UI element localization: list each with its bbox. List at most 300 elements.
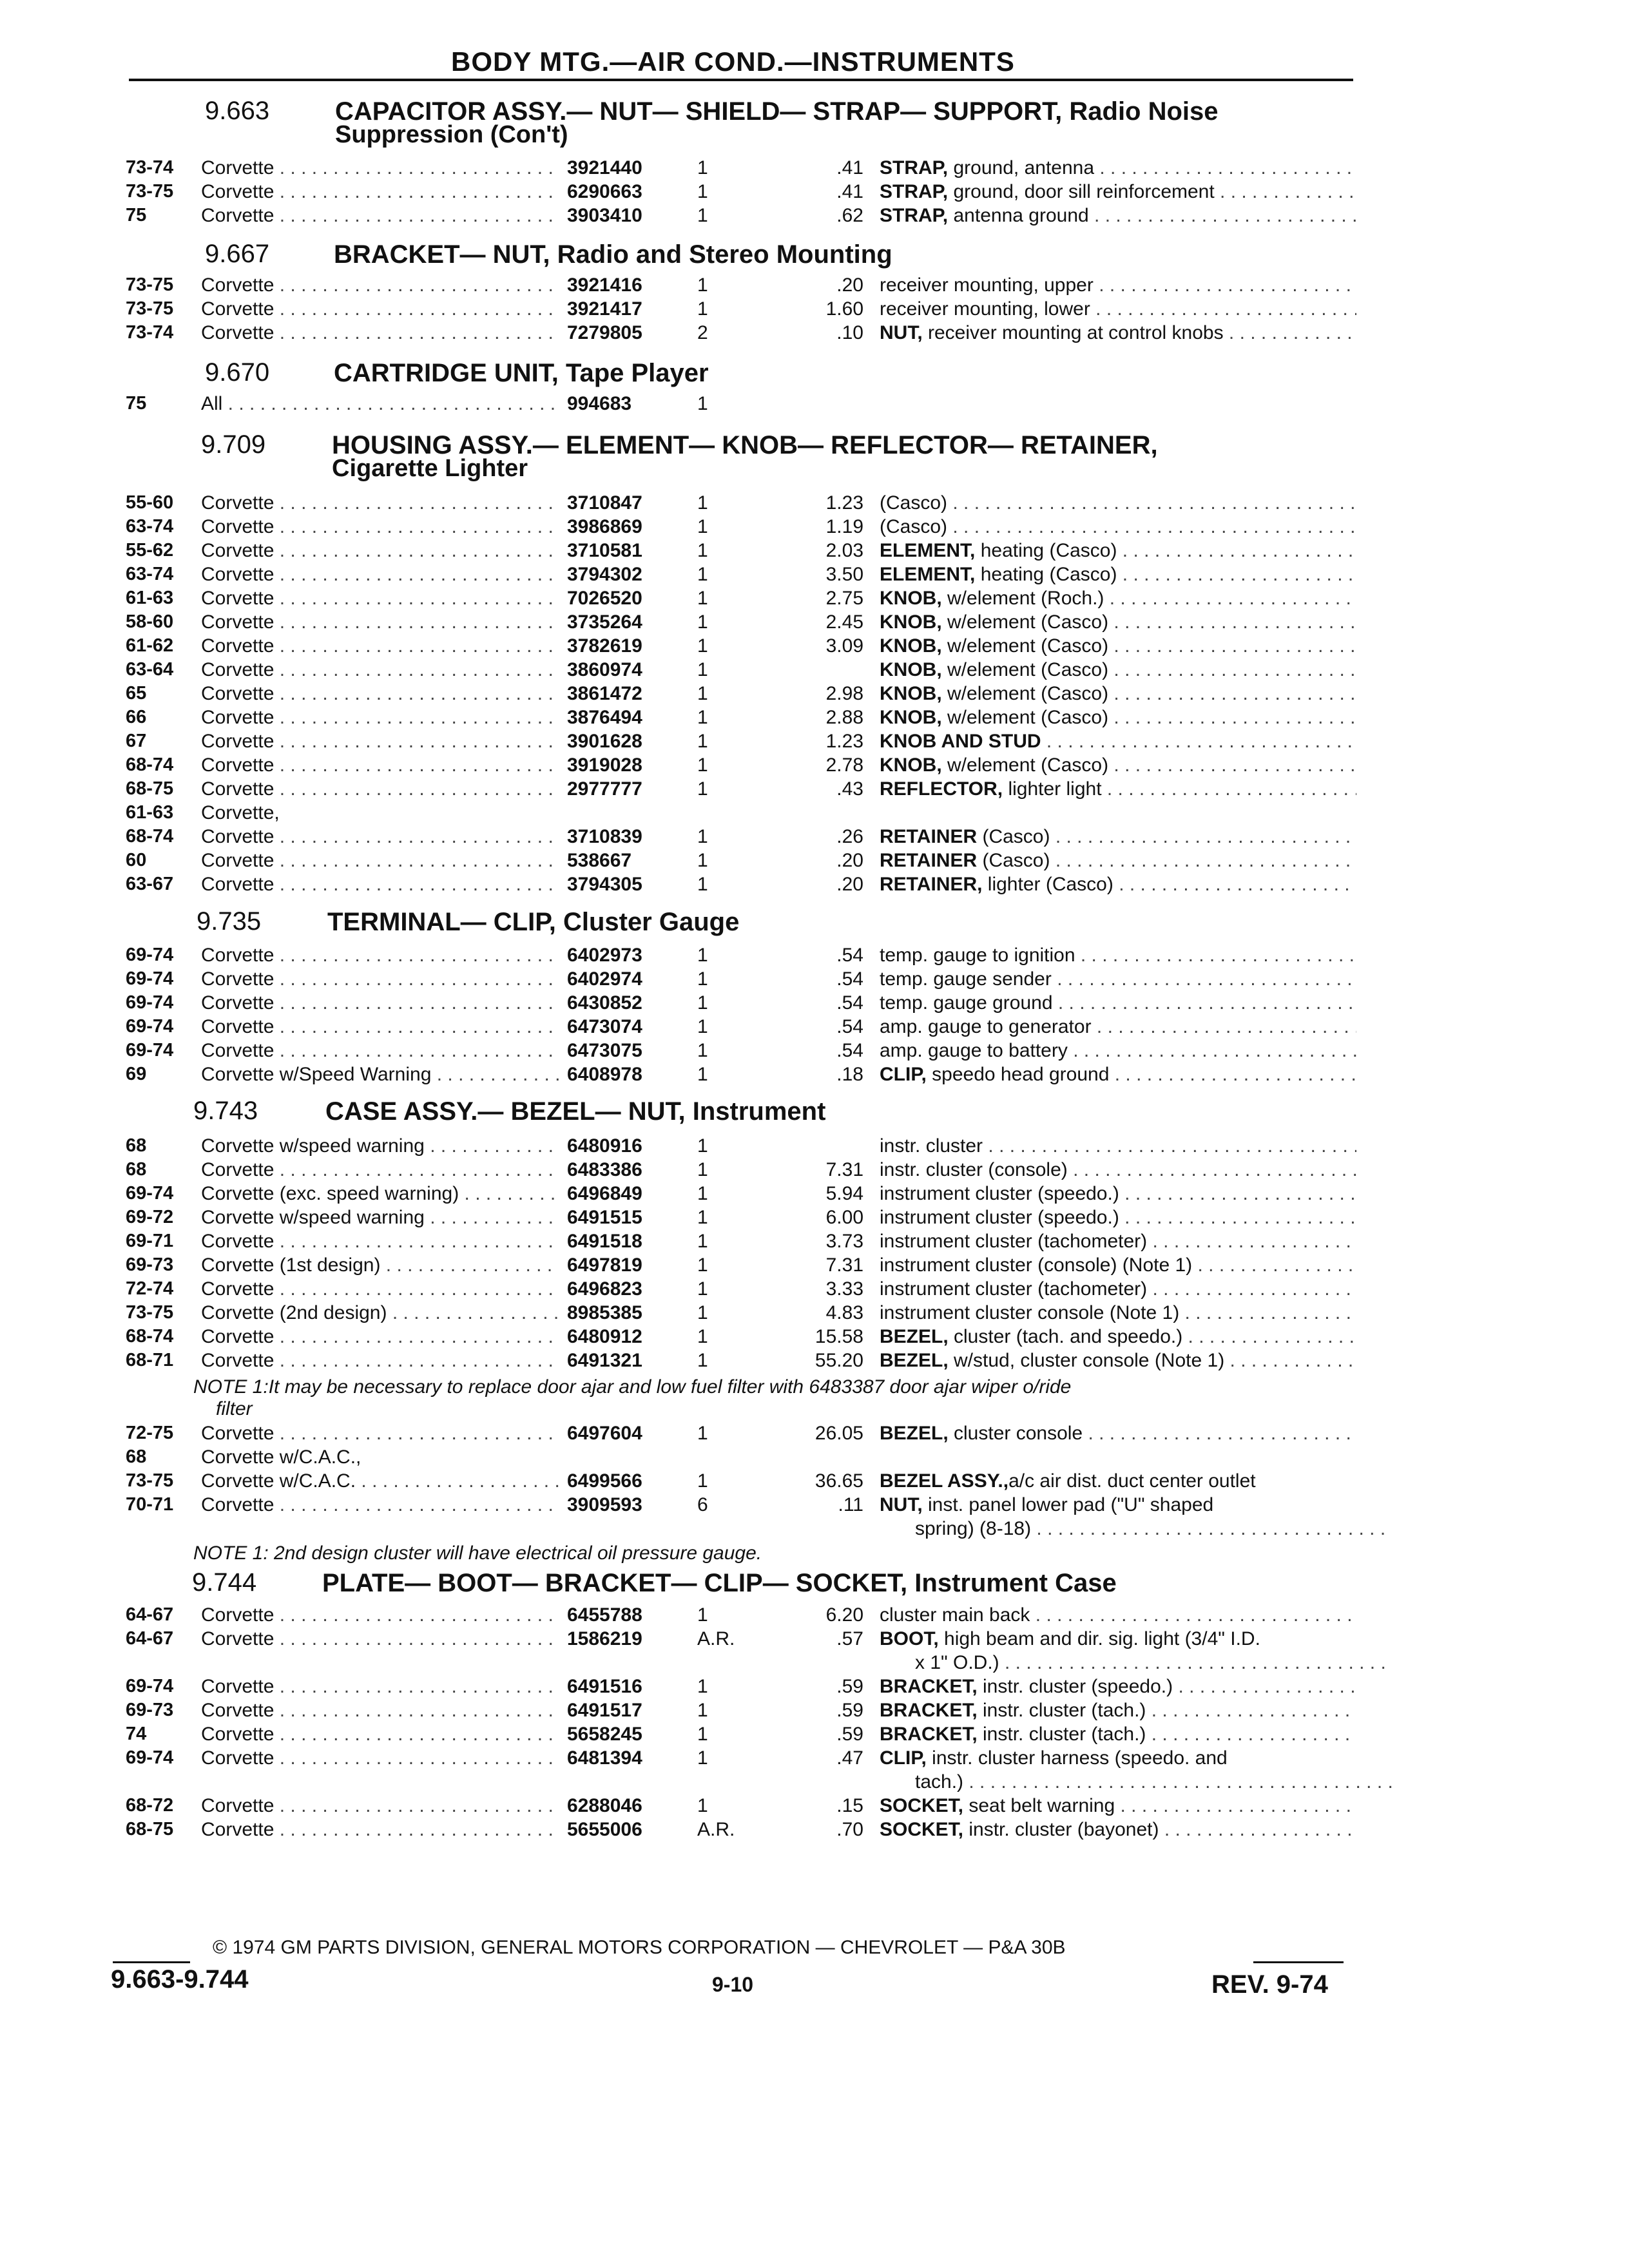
model-years: 70-71 (126, 1494, 174, 1515)
table-row (0, 1253, 1629, 1277)
part-number: 8985385 (567, 1302, 642, 1323)
description-text: heating (Casco) (975, 540, 1117, 561)
description (880, 1182, 1356, 1206)
model-years: 69-74 (126, 968, 174, 989)
application: Corvette . . . (201, 273, 559, 297)
table-row (0, 156, 1629, 180)
table-row (0, 1469, 1629, 1493)
description (880, 1421, 1356, 1445)
application: Corvette . . . (201, 1015, 559, 1039)
table-row (0, 1603, 1629, 1627)
application: Corvette . . . (201, 729, 559, 753)
price: .20 (836, 850, 863, 871)
application: Corvette (2nd design) . . . (201, 1301, 559, 1325)
price: 2.88 (825, 707, 863, 728)
price: .54 (836, 968, 863, 990)
application: Corvette . . . (201, 1325, 559, 1349)
description-text: instrument cluster (speedo.) (880, 1183, 1119, 1204)
part-number: 3876494 (567, 707, 642, 728)
description-keyword: BEZEL, (880, 1326, 949, 1347)
description (880, 872, 1356, 896)
table-row (0, 610, 1629, 634)
description-keyword: RETAINER, (880, 874, 983, 895)
quantity: 1 (697, 1302, 708, 1323)
description-keyword: SOCKET, (880, 1795, 964, 1816)
quantity: 1 (697, 516, 708, 537)
part-number: 3921417 (567, 298, 642, 320)
note-1: NOTE 1:It may be necessary to replace door ajar and low fuel filter with 6483387 door ajar wiper o/ride (193, 1376, 1072, 1398)
application: Corvette . . . (201, 1675, 559, 1698)
quantity: 1 (697, 540, 708, 561)
description (880, 297, 1356, 321)
application: Corvette . . . (201, 1493, 559, 1517)
model-years: 55-62 (126, 540, 174, 561)
part-number: 3735264 (567, 611, 642, 633)
part-number: 3861472 (567, 683, 642, 704)
application: Corvette . . . (201, 849, 559, 872)
description (880, 156, 1356, 180)
quantity: 1 (697, 564, 708, 585)
quantity: 1 (697, 1254, 708, 1276)
part-number: 5655006 (567, 1819, 642, 1840)
model-years: 73-75 (126, 181, 174, 202)
price: 6.00 (825, 1207, 863, 1228)
model-years: 69-74 (126, 1016, 174, 1037)
part-number: 3794302 (567, 564, 642, 585)
table-row (0, 562, 1629, 586)
price: .15 (836, 1795, 863, 1816)
description (880, 658, 1356, 682)
description (880, 1818, 1356, 1841)
table-row (0, 491, 1629, 515)
description-text: temp. gauge sender (880, 968, 1052, 990)
price: .54 (836, 1040, 863, 1061)
description-text: instr. cluster harness (speedo. and (926, 1747, 1228, 1769)
quantity: 1 (697, 1470, 708, 1492)
price: .62 (836, 205, 863, 226)
footer-rule-right (1253, 1961, 1344, 1963)
part-number: 6483386 (567, 1159, 642, 1180)
price: 3.33 (825, 1278, 863, 1300)
quantity: 1 (697, 1724, 708, 1745)
quantity: 1 (697, 298, 708, 320)
application: Corvette . . . (201, 180, 559, 204)
quantity: 1 (697, 1795, 708, 1816)
header-rule (129, 79, 1353, 81)
quantity: 1 (697, 1350, 708, 1371)
price: 26.05 (815, 1423, 863, 1444)
table-row (0, 1445, 1629, 1469)
application: Corvette . . . (201, 1421, 559, 1445)
part-number: 6491515 (567, 1207, 642, 1228)
part-number: 7279805 (567, 322, 642, 343)
table-row (0, 1794, 1629, 1818)
part-number: 6491516 (567, 1676, 642, 1697)
description-text: w/stud, cluster console (Note 1) (948, 1350, 1225, 1371)
description (880, 729, 1356, 753)
model-years: 64-67 (126, 1628, 174, 1649)
table-row (0, 1421, 1629, 1445)
part-number: 6496823 (567, 1278, 642, 1300)
description (880, 1134, 1356, 1158)
part-number: 6491517 (567, 1700, 642, 1721)
price: .26 (836, 826, 863, 847)
section-number: 9.670 (205, 358, 270, 387)
table-row (0, 729, 1629, 753)
description (880, 1253, 1356, 1277)
part-number: 6481394 (567, 1747, 642, 1769)
footer-revision: REV. 9-74 (1211, 1970, 1328, 1999)
section-title: CASE ASSY.— BEZEL— NUT, Instrument (325, 1097, 826, 1126)
application: Corvette . . . (201, 586, 559, 610)
table-row (0, 1301, 1629, 1325)
description (880, 1675, 1356, 1698)
model-years: 68-72 (126, 1795, 174, 1816)
quantity: 1 (697, 778, 708, 800)
description-keyword: KNOB, (880, 754, 942, 776)
model-years: 67 (126, 731, 147, 751)
description-text: instrument cluster console (Note 1) (880, 1302, 1180, 1323)
parts-table (0, 392, 1629, 416)
table-row (0, 1277, 1629, 1301)
part-number: 3909593 (567, 1494, 642, 1515)
model-years: 69-74 (126, 945, 174, 965)
description (915, 1651, 1392, 1675)
description (880, 991, 1356, 1015)
description-text: instr. cluster (bayonet) (963, 1819, 1159, 1840)
quantity: 1 (697, 1278, 708, 1300)
footer-page-number: 9-10 (712, 1973, 754, 1996)
price: 2.78 (825, 754, 863, 776)
description-text: amp. gauge to battery (880, 1040, 1068, 1061)
description (880, 1015, 1356, 1039)
description (880, 943, 1356, 967)
description-keyword: STRAP, (880, 157, 949, 178)
price: 6.20 (825, 1604, 863, 1626)
table-row (0, 586, 1629, 610)
quantity: 1 (697, 1207, 708, 1228)
model-years: 61-63 (126, 588, 174, 608)
description (880, 515, 1356, 539)
table-row (0, 1675, 1629, 1698)
table-row (0, 682, 1629, 706)
section-subtitle: Cigarette Lighter (332, 455, 528, 482)
model-years: 68 (126, 1446, 147, 1467)
description (880, 610, 1356, 634)
part-number: 3986869 (567, 516, 642, 537)
quantity: 1 (697, 992, 708, 1014)
application: Corvette w/C.A.C. . . . (201, 1469, 559, 1493)
description (880, 1062, 1356, 1086)
price: .54 (836, 945, 863, 966)
description-text: (Casco) (977, 850, 1050, 871)
table-row (0, 658, 1629, 682)
description-text: receiver mounting, lower (880, 298, 1090, 320)
model-years: 58-60 (126, 611, 174, 632)
application: Corvette . . . (201, 1627, 559, 1651)
description-text: instr. cluster (speedo.) (977, 1676, 1173, 1697)
model-years: 69-74 (126, 1676, 174, 1696)
model-years: 63-74 (126, 516, 174, 537)
table-row (0, 1722, 1629, 1746)
table-row (0, 392, 1629, 416)
description-text: w/element (Casco) (941, 754, 1109, 776)
part-number: 2977777 (567, 778, 642, 800)
description (880, 682, 1356, 706)
description-text: instr. cluster (console) (880, 1159, 1068, 1180)
model-years: 69-74 (126, 1747, 174, 1768)
application: Corvette . . . (201, 1722, 559, 1746)
part-number: 3782619 (567, 635, 642, 657)
description (880, 1229, 1356, 1253)
application: Corvette . . . (201, 825, 559, 849)
description-keyword: CLIP, (880, 1747, 927, 1769)
description (880, 1794, 1356, 1818)
description-text: instr. cluster (tach.) (977, 1700, 1146, 1721)
model-years: 69-74 (126, 1040, 174, 1061)
price: 1.23 (825, 731, 863, 752)
quantity: 1 (697, 635, 708, 657)
quantity: 1 (697, 1135, 708, 1157)
quantity: 1 (697, 1016, 708, 1037)
table-row (0, 1206, 1629, 1229)
application: Corvette . . . (201, 204, 559, 227)
description (880, 753, 1356, 777)
description (880, 1627, 1356, 1651)
table-row (0, 1325, 1629, 1349)
part-number: 3710847 (567, 492, 642, 514)
application: Corvette w/speed warning . . . (201, 1134, 559, 1158)
application: Corvette . . . (201, 967, 559, 991)
model-years: 75 (126, 205, 147, 226)
quantity: A.R. (697, 1628, 735, 1649)
part-number: 6402973 (567, 945, 642, 966)
description-text: antenna ground (948, 205, 1089, 226)
parts-table (0, 156, 1629, 227)
section-title: CARTRIDGE UNIT, Tape Player (334, 359, 709, 387)
part-number: 994683 (567, 393, 632, 414)
quantity: 1 (697, 707, 708, 728)
application: Corvette . . . (201, 562, 559, 586)
table-row (0, 1493, 1629, 1517)
table-row (0, 753, 1629, 777)
description-text: inst. panel lower pad ("U" shaped (922, 1494, 1214, 1515)
parts-table (0, 273, 1629, 345)
table-row (0, 1818, 1629, 1841)
table-row (0, 801, 1629, 825)
footer-copyright: © 1974 GM PARTS DIVISION, GENERAL MOTORS CORPORATION — CHEVROLET — P&A 30B (213, 1937, 1066, 1958)
quantity: A.R. (697, 1819, 735, 1840)
description-text: w/element (Casco) (941, 707, 1109, 728)
description-text: receiver mounting at control knobs (922, 322, 1224, 343)
description (880, 1301, 1356, 1325)
description-text: w/element (Casco) (941, 635, 1109, 657)
section-title: HOUSING ASSY.— ELEMENT— KNOB— REFLECTOR— RETAINER, (332, 431, 1158, 459)
parts-table (0, 1134, 1629, 1372)
section-title: CAPACITOR ASSY.— NUT— SHIELD— STRAP— SUPPORT, Radio Noise (335, 97, 1219, 126)
quantity: 1 (697, 274, 708, 296)
price: .47 (836, 1747, 863, 1769)
description (880, 706, 1356, 729)
description-keyword: BEZEL ASSY., (880, 1470, 1009, 1492)
description-keyword: KNOB, (880, 683, 942, 704)
note-1-continued: filter (216, 1398, 253, 1419)
price: .70 (836, 1819, 863, 1840)
quantity: 1 (697, 1423, 708, 1444)
description (880, 180, 1356, 204)
description-text: instrument cluster (tachometer) (880, 1278, 1148, 1300)
quantity: 1 (697, 826, 708, 847)
description-text: cluster (tach. and speedo.) (948, 1326, 1183, 1347)
price: 3.09 (825, 635, 863, 657)
description (880, 321, 1356, 345)
table-row (0, 777, 1629, 801)
description (880, 1325, 1356, 1349)
description-text: spring) (8-18) (915, 1518, 1032, 1539)
description (880, 825, 1356, 849)
description (880, 1039, 1356, 1062)
application: Corvette . . . (201, 1698, 559, 1722)
description (880, 849, 1356, 872)
description (915, 1517, 1392, 1541)
table-row (0, 1651, 1629, 1675)
table-row (0, 180, 1629, 204)
model-years: 64-67 (126, 1604, 174, 1625)
part-number: 6473075 (567, 1040, 642, 1061)
quantity: 2 (697, 322, 708, 343)
description-text: high beam and dir. sig. light (3/4" I.D. (938, 1628, 1260, 1649)
part-number: 6288046 (567, 1795, 642, 1816)
quantity: 1 (697, 1700, 708, 1721)
price: .43 (836, 778, 863, 800)
description-keyword: BRACKET, (880, 1724, 978, 1745)
quantity: 1 (697, 1676, 708, 1697)
description-text: w/element (Casco) (941, 683, 1109, 704)
application: Corvette . . . (201, 1229, 559, 1253)
part-number: 6491518 (567, 1231, 642, 1252)
description (880, 1603, 1356, 1627)
part-number: 3921416 (567, 274, 642, 296)
table-row (0, 1134, 1629, 1158)
price: 2.45 (825, 611, 863, 633)
model-years: 63-64 (126, 659, 174, 680)
application: Corvette w/C.A.C., (201, 1446, 361, 1468)
quantity: 1 (697, 874, 708, 895)
description-text: instrument cluster (tachometer) (880, 1231, 1148, 1252)
price: .18 (836, 1064, 863, 1085)
description-keyword: SOCKET, (880, 1819, 964, 1840)
part-number: 6497604 (567, 1423, 642, 1444)
description-text: speedo head ground (926, 1064, 1110, 1085)
price: .11 (838, 1494, 863, 1515)
model-years: 69-74 (126, 1183, 174, 1204)
model-years: 66 (126, 707, 147, 727)
application: Corvette . . . (201, 753, 559, 777)
price: 7.31 (825, 1159, 863, 1180)
description (880, 1698, 1356, 1722)
price: 1.60 (825, 298, 863, 320)
model-years: 69-74 (126, 992, 174, 1013)
part-number: 3860974 (567, 659, 642, 680)
description-text: instr. cluster (880, 1135, 983, 1157)
model-years: 68 (126, 1159, 147, 1180)
quantity: 1 (697, 157, 708, 178)
quantity: 1 (697, 393, 708, 414)
quantity: 1 (697, 1183, 708, 1204)
model-years: 61-63 (126, 802, 174, 823)
application: Corvette . . . (201, 539, 559, 562)
description (880, 539, 1356, 562)
quantity: 1 (697, 945, 708, 966)
description (880, 204, 1356, 227)
model-years: 68-74 (126, 1326, 174, 1347)
quantity: 1 (697, 850, 708, 871)
price: 55.20 (815, 1350, 863, 1371)
application: Corvette . . . (201, 634, 559, 658)
application: Corvette . . . (201, 156, 559, 180)
quantity: 1 (697, 659, 708, 680)
quantity: 1 (697, 611, 708, 633)
part-number: 3901628 (567, 731, 642, 752)
part-number: 6496849 (567, 1183, 642, 1204)
part-number: 6473074 (567, 1016, 642, 1037)
description-keyword: BRACKET, (880, 1700, 978, 1721)
quantity: 1 (697, 1159, 708, 1180)
description-text: (Casco) (880, 492, 948, 514)
table-row (0, 1698, 1629, 1722)
part-number: 3710839 (567, 826, 642, 847)
description-keyword: STRAP, (880, 181, 949, 202)
part-number: 6455788 (567, 1604, 642, 1626)
table-row (0, 1746, 1629, 1770)
description (915, 1770, 1392, 1794)
model-years: 65 (126, 683, 147, 704)
model-years: 75 (126, 393, 147, 414)
description-text: instrument cluster (speedo.) (880, 1207, 1119, 1228)
section-number: 9.667 (205, 240, 270, 268)
quantity: 1 (697, 1064, 708, 1085)
quantity: 1 (697, 731, 708, 752)
note-2: NOTE 1: 2nd design cluster will have electrical oil pressure gauge. (193, 1542, 762, 1564)
model-years: 68 (126, 1135, 147, 1156)
part-number: 6290663 (567, 181, 642, 202)
application: Corvette (exc. speed warning) . . . (201, 1182, 559, 1206)
price: 4.83 (825, 1302, 863, 1323)
description-keyword: KNOB AND STUD (880, 731, 1041, 752)
application: Corvette . . . (201, 321, 559, 345)
table-row (0, 991, 1629, 1015)
description-text: ground, antenna (948, 157, 1095, 178)
part-number: 3710581 (567, 540, 642, 561)
table-row (0, 1158, 1629, 1182)
description (880, 967, 1356, 991)
quantity: 1 (697, 181, 708, 202)
price: 2.03 (825, 540, 863, 561)
description-text: instr. cluster (tach.) (977, 1724, 1146, 1745)
quantity: 1 (697, 588, 708, 609)
table-row (0, 204, 1629, 227)
section-number: 9.735 (197, 907, 262, 936)
description-text: temp. gauge ground (880, 992, 1053, 1014)
model-years: 74 (126, 1724, 147, 1744)
description (880, 1722, 1356, 1746)
price: .57 (836, 1628, 863, 1649)
description (880, 1469, 1356, 1493)
description (880, 1277, 1356, 1301)
table-row (0, 872, 1629, 896)
footer-section-range: 9.663-9.744 (111, 1965, 249, 1994)
model-years: 63-74 (126, 564, 174, 584)
